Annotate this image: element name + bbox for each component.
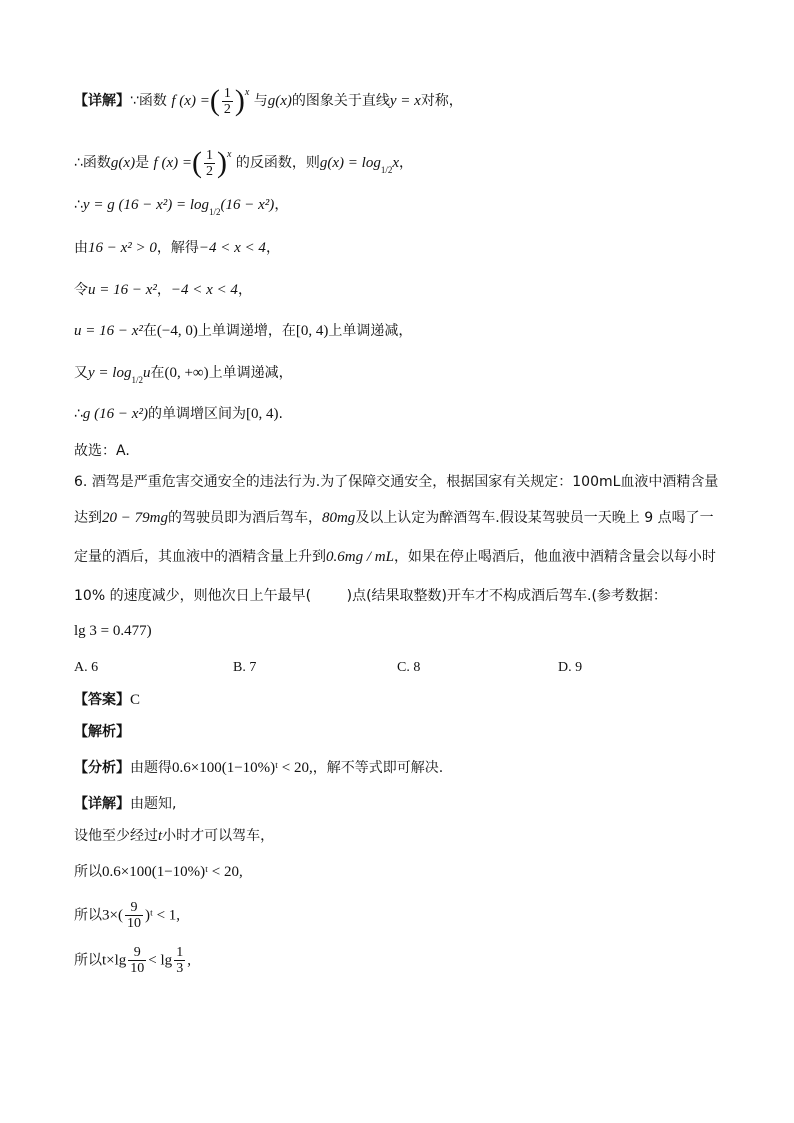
detail-line-7: 又$y = \log_{1/2}u$在(0, +∞)上单调递减， (74, 365, 293, 385)
detail-line-3: ∴y = g $(16 - x^2) = \log_{1/2}(16 - x^2)$， (74, 197, 289, 217)
analysis-line-1: 【分析】由题得0.6×100(1−10%)ᵗ < 20,，解不等式即可解决. (74, 760, 444, 776)
answer-tag: 【答案】 (74, 692, 130, 708)
detail-line-5: 令u = 16 − x²，−4 < x < 4， (74, 282, 252, 298)
answer-value: C (130, 692, 141, 708)
detail-line-b3: 所以0.6×100(1−10%)ᵗ < 20, (74, 864, 243, 880)
analysis-line (74, 722, 130, 742)
option-c: C. 8 (397, 660, 421, 675)
fraction-1-3: $\frac{1}{3}$ (176, 945, 184, 976)
question-6-line-4: 10% 的速度减少，则他次日上午最早( )点(结果取整数)开车才不构成酒后驾车.(参考数据： (74, 588, 667, 604)
option-b: B. 7 (233, 660, 257, 675)
detail-line-b1: 【详解】由题知, (74, 796, 177, 812)
option-d: D. 9 (558, 660, 583, 675)
answer-line (74, 690, 140, 710)
detail-line-8: ∴g (16 − x²)的单调增区间为[0, 4). (74, 406, 283, 422)
detail-line-b5: 所以t×lg $\frac{9}{10}$ < lg $\frac{1}{3}$ , (74, 945, 191, 976)
question-6-line-3: 定量的酒后，其血液中的酒精含量上升到0.6mg / mL，如果在停止喝酒后，他血液中酒精含量会以每小时 (74, 549, 716, 565)
fraction-9-10: $\frac{9}{10}$ (126, 900, 141, 931)
question-6-line-2: 达到20 − 79mg的驾驶员即为酒后驾车，80mg及以上认定为醉酒驾车.假设某驾驶员一天晚上 9 点喝了一 (74, 510, 714, 526)
analysis-tag: 【解析】 (74, 724, 130, 740)
fraction-1-2: $\frac{1}{2}$ (205, 147, 213, 179)
fraction-9-10: $\frac{9}{10}$ (130, 945, 145, 976)
choice-line: 故选：A. (74, 443, 130, 459)
detail-line-4: 由16 − x² > 0，解得−4 < x < 4， (74, 240, 280, 256)
detail-line-1: 【详解】∵函数 f (x) =( $\frac{1}{2}$ )$^x$ 与g(x)的图象关于直线y = x对称， (74, 84, 463, 117)
fraction-1-2: $\frac{1}{2}$ (223, 85, 231, 117)
detail-tag-2: 【详解】 (74, 796, 130, 812)
detail-line-b4: 所以3×( $\frac{9}{10}$ )ᵗ < 1, (74, 900, 181, 931)
fenxi-tag: 【分析】 (74, 760, 130, 776)
question-6-line-1: 6. 酒驾是严重危害交通安全的违法行为.为了保障交通安全，根据国家有关规定：100mL血液中酒精含量 (74, 474, 719, 490)
detail-line-6: u = 16 − x²在(−4, 0)上单调递增，在[0, 4)上单调递减， (74, 323, 413, 339)
detail-tag: 【详解】 (74, 93, 130, 109)
detail-line-b2: 设他至少经过t小时才可以驾车， (74, 828, 275, 844)
question-6-line-5: lg 3 = 0.477) (74, 623, 152, 639)
option-a: A. 6 (74, 660, 99, 675)
detail-line-2: ∴函数g(x)是 f (x) =( $\frac{1}{2}$ )$^x$ 的反函数，则$g(x) = \log_{1/2}x$， (74, 146, 413, 179)
